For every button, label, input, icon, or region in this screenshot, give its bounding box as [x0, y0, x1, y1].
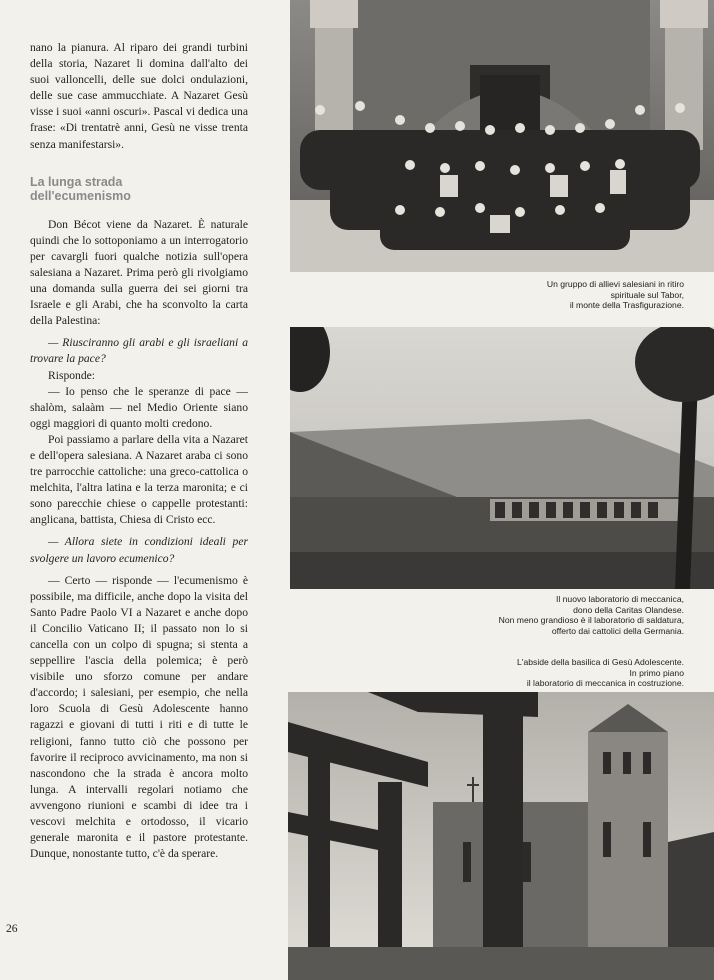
page-number: 26	[6, 922, 18, 935]
section-heading-line-2: dell'ecumenismo	[30, 188, 131, 203]
caption-line: offerto dai cattolici della Germania.	[551, 625, 684, 636]
caption-line: il laboratorio di meccanica in costruzione.	[526, 678, 684, 688]
article-column	[30, 40, 248, 862]
caption-group-photo	[547, 279, 684, 311]
workshop-photo	[290, 327, 714, 589]
caption-basilica-photo	[517, 657, 684, 689]
answer-1: — Io penso che le speranze di pace — shalòm, salaàm — nel Medio Oriente siano oggi maggiori di quanto molti credono.	[30, 384, 248, 430]
paragraph-2: Poi passiamo a parlare della vita a Nazaret e dell'opera salesiana. A Nazaret araba ci sono tre parrocchie cattoliche: una greco-cattolica o melchita, l'altra latina e la terza maronita; e ci sono parecchie chiese o cappelle protestanti: anglicana, battista, Chiesa di Cristo ecc.	[30, 432, 248, 527]
caption-line: Un gruppo di allievi salesiani in ritiro	[546, 279, 684, 289]
question-2: — Allora siete in condizioni ideali per svolgere un lavoro ecumenico?	[30, 535, 248, 565]
caption-line: spirituale sul Tabor,	[610, 289, 684, 300]
basilica-photo	[288, 692, 714, 980]
group-photo	[290, 0, 714, 272]
section-heading	[30, 175, 248, 203]
answer-2: — Certo — risponde — l'ecumenismo è possibile, ma difficile, anche dopo la visita del Santo Padre Paolo VI a Nazaret e anche dopo il Concilio Vaticano II; il passato non lo si cancella con un colpo di spugna; si stenta a seppellire l'ascia della polemica; è però visibile uno sforzo comune per andare d'accordo; i salesiani, per esempio, che nella loro Scuola di Gesù Adolescente hanno ragazzi e giovani di tutti i riti e di tutte le religioni, fanno tutto ciò che possono per favorire il reciproco avvicinamento, ma non si nascondono che la strada è ancora molto lunga. A intervalli regolari notiamo che avvengono riunioni e scambi di idee tra i vescovi melchita e ortodosso, il vicario generale maronita e il pastore protestante. Dunque, nonostante tutto, c'è da sperare.	[30, 573, 248, 861]
caption-line: Non meno grandioso è il laboratorio di saldatura,	[498, 615, 684, 625]
caption-line: dono della Caritas Olandese.	[573, 604, 684, 615]
caption-line: L'abside della basilica di Gesù Adolescente.	[517, 657, 684, 667]
risponde-label: Risponde:	[48, 368, 96, 382]
caption-line: Il nuovo laboratorio di meccanica,	[555, 594, 684, 604]
caption-line: il monte della Trasfigurazione.	[569, 300, 684, 310]
caption-line: In primo piano	[629, 667, 684, 678]
question-1: — Riusciranno gli arabi e gli israeliani a trovare la pace?	[30, 336, 248, 366]
caption-workshop-photo	[499, 594, 684, 636]
intro-paragraph: nano la pianura. Al riparo dei grandi turbini della storia, Nazaret li domina dall'alto dei suoi valloncelli, delle sue dolci ondulazioni, delle sue case ammucchiate. A Nazaret Gesù visse i suoi «anni oscuri». Pascal vi dedica una frase: «Di trentatrè anni, Gesù ne visse trenta senza manifestarsi».	[30, 41, 248, 151]
section-heading-line-1: La lunga strada	[30, 174, 123, 189]
paragraph-1: Don Bécot viene da Nazaret. È naturale quindi che lo sottoponiamo a un interrogatorio per cavargli fuori qualche notizia sull'opera salesiana a Nazaret. Prima però gli rivolgiamo una domanda sulla guerra dei sei giorni tra Israele e gli Arabi, che ha sconvolto la carta della Palestina:	[30, 217, 248, 328]
